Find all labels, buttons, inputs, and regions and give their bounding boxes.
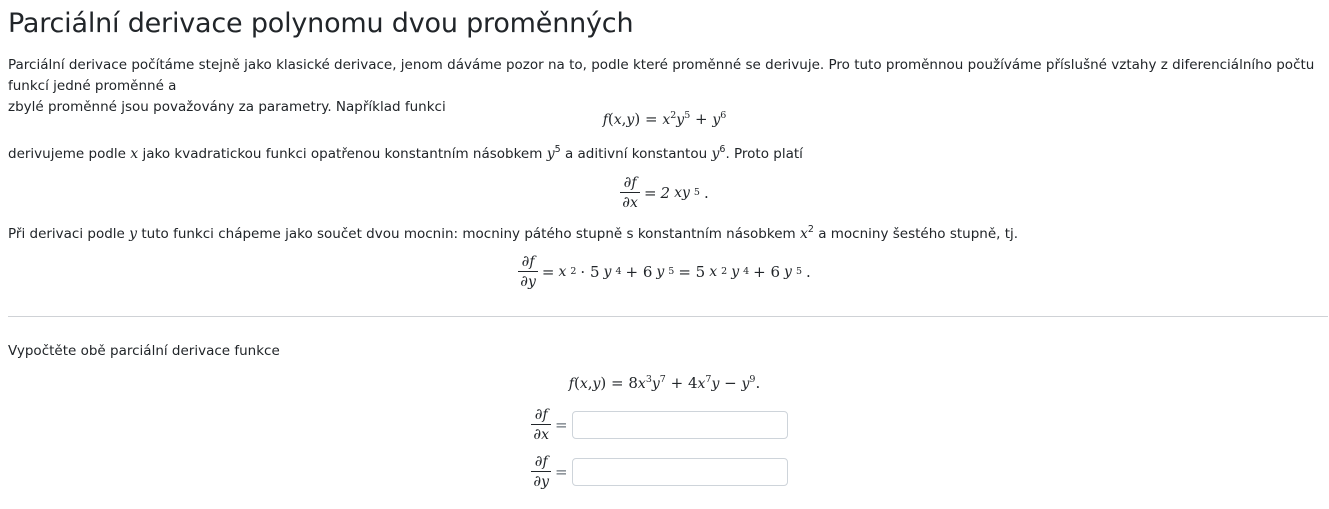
answer-dx-input[interactable] [572,411,788,439]
label-df-dx: $\frac{\partial f}{\partial x}$ [533,405,550,443]
answer-row-dx [0,405,1329,444]
equals-sign: = [555,462,568,481]
section-divider [8,316,1328,317]
result-dy-equation: $\frac{\partial f}{\partial y}$ = x 2 · 5 y 4 + 6 y 5 = 5 x 2 y 4 + 6 y 5 . [520,252,811,290]
fraction-df-dx: $\frac{\partial f}{\partial x}$ [622,173,638,211]
answer-dy-input[interactable] [572,458,788,486]
intro-text [8,55,1329,118]
text-derivative-y: Při derivaci podle y tuto funkci chápeme jako součet dvou mocnin: mocniny pátého stupně s konstantním násobkem $x^2$ a mocniny šestého stupně, tj. [8,224,1019,242]
task-prompt: Vypočtěte obě parciální derivace funkce [8,343,280,359]
fraction-df-dy: $\frac{\partial f}{\partial y}$ [520,252,536,290]
text-derivative-x: derivujeme podle x jako kvadratickou funkci opatřenou konstantním násobkem $y^5$ a aditivní konstantou $y^6$. Proto platí [8,144,803,162]
task-function: $f(x,y) = 8x^3y^7 + 4x^7y - y^9$. [568,374,761,392]
label-df-dy: $\frac{\partial f}{\partial y}$ [533,452,550,490]
result-dx-equation: $\frac{\partial f}{\partial x}$ = 2 xy 5 . [622,173,709,211]
intro-line-1: Parciální derivace počítáme stejně jako klasické derivace, jenom dáváme pozor na to, podle které proměnné se derivuje. Pro tuto proměnnou používáme příslušné vztahy z diferenciálního počtu funkcí jedné proměnné a [8,57,1315,94]
intro-line-2: zbylé proměnné jsou považovány za parametry. Například funkci [8,99,446,115]
page-title: Parciální derivace polynomu dvou proměnných [8,8,634,39]
equals-sign: = [555,415,568,434]
answer-row-dy [0,452,1329,491]
example-function: $f(x,y) = x^2y^5 + y^6$ [602,110,727,128]
